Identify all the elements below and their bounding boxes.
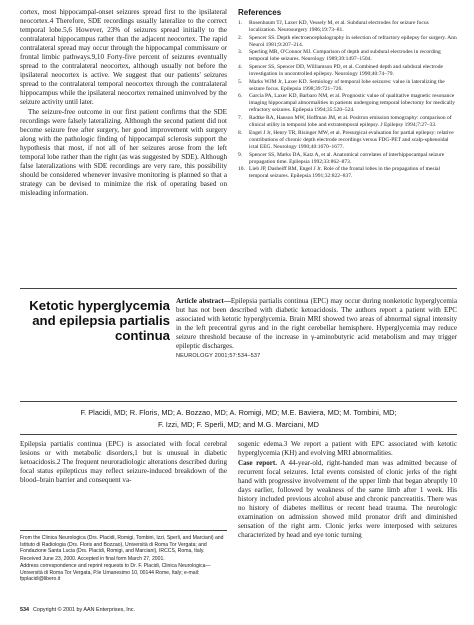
reference-number: 6. <box>238 93 243 100</box>
article-top-rule <box>20 288 457 289</box>
reference-text: Rosenbaum TJ, Laxer KD, Vessely M, et al. Subdural electrodes for seizure focus localization. Neurosurgery 1986;19:73–81. <box>249 20 429 33</box>
reference-text: Spencer SS, Spencer DD, Williamson PD, et al. Combined depth and subdural electrode investigation in uncontrolled epilepsy. Neurology 1990;40:74–79. <box>249 64 443 78</box>
received-footnote: Received June 23, 2000. Accepted in final form March 27, 2001. <box>20 555 165 562</box>
author-line: F. Placidi, MD; R. Floris, MD; A. Bozzao, MD; A. Romigi, MD; M.E. Baviera, MD; M. Tombini, MD; <box>80 408 397 417</box>
reference-number: 5. <box>238 78 243 85</box>
footnotes <box>20 535 227 583</box>
page-number: 534 <box>20 607 29 613</box>
references-heading: References <box>238 8 282 17</box>
reference-text: Garcia PA, Laxer KD, Barbaro NM, et al. Prognostic value of qualitative magnetic resonance imaging hippocampal abnormalities in patients undergoing temporal lobectomy for medically refractory seizures. Epilepsia 1994;35:520–524. <box>249 93 455 114</box>
article-title <box>20 298 170 344</box>
reference-text: Sperling MR, O'Connor MJ. Comparison of depth and subdural electrodes in recording temporal lobe seizures. Neurology 1989;39:1497–1504. <box>249 49 441 63</box>
reference-number: 8. <box>238 129 243 136</box>
case-report-paragraph <box>238 459 457 540</box>
right-column-text <box>238 440 457 540</box>
reference-text: Spencer SS. Depth electroencephalography in selection of refractory epilepsy for surgery. Ann Neurol 1981;9:207–214. <box>249 34 457 48</box>
reference-number: 9. <box>238 151 243 158</box>
reference-item <box>238 130 457 151</box>
previous-paragraph-1: cortex, most hippocampal-onset seizures spread first to the ipsilateral neocortex.4 Therefore, SDE recordings usually lateralize to the correct temporal lobe.5,6 However, 23% of seizures spread initially to the contralateral hippocampus rather than the adjacent neocortex. The rapid contralateral spread may occur through the hippocampal commissure or frontal limbic pathways.9,10 Forty-five percent of seizures eventually spread to the contralateral neocortex, although usually not before the ipsilateral neocortex is active. We suggest that our patients' seizures spread to the contralateral temporal neocortex through the contralateral hippocampus while the ipsilateral neocortex remained uninvolved by the seizure activity until later. <box>20 8 227 107</box>
case-report-label: Case report. <box>238 458 278 467</box>
reference-text: Lieb JP, Dasheiff RM, Engel J Jr. Role of the frontal lobes in the propagation of mesial temporal seizures. Epilepsia 1991;32:822–837. <box>249 166 440 180</box>
author-line: F. Izzi, MD; F. Sperli, MD; and M.G. Marciani, MD <box>158 419 319 429</box>
title-line: Ketotic hyperglycemia <box>29 298 170 313</box>
reference-item <box>238 35 457 49</box>
previous-article-text <box>20 8 227 198</box>
previous-paragraph-2: The seizure-free outcome in our first patient confirms that the SDE recordings were falsely lateralizing. Although the second patient did not become seizure free after surgery, her good improvement with surgery along with the pathologic finding of hippocampal sclerosis support the hypothesis that most, if not all of her seizures arose from the left temporal lobe rather than the right (as was suggested by SDE). Although false lateralizations with SDE recordings are very rare, this possibility should be considered whenever invasive monitoring is planned so that a strategy can be devised to minimize the risk of operating based on misleading information. <box>20 107 227 197</box>
introduction-text: Epilepsia partialis continua (EPC) is associated with focal cerebral lesions or with metabolic disorders,1 but is unusual in diabetic ketoacidosis.2 The frequent neuroradiologic alterations described during focal status epilepticus may reflect seizure-induced breakdown of the blood–brain barrier and consequent va- <box>20 440 227 485</box>
reference-item <box>238 152 457 166</box>
reference-number: 3. <box>238 49 243 56</box>
journal-citation: NEUROLOGY 2001;57:534–537 <box>176 353 261 360</box>
reference-item <box>238 93 457 114</box>
abstract-text: Epilepsia partialis continua (EPC) may occur during nonketotic hyperglycemia but has not been described with diabetic ketoacidosis. The authors report a patient with EPC associated with ketotic hyperglycemia. Brain MRI showed two areas of abnormal signal intensity in the left precentral gyrus and in the right cerebellar hemisphere. Hyperglycemia may reduce seizure threshold because of the increase in γ-aminobutyric acid metabolism and may trigger epileptic discharges. <box>176 297 457 351</box>
reference-item <box>238 166 457 180</box>
case-report-text: A 44-year-old, right-handed man was admitted because of recurrent focal seizures. Ictal events consisted of clonic jerks of the right hand with progressive involvement of the upper limb that began abruptly 10 days earlier, followed by weakness of the same limb after 1 week. His history included previous alcohol abuse and chronic pancreatitis. There was no history of diabetes mellitus or recent head trauma. The neurologic examination on admission showed mild pronator drift and diminished sensation of the right arm. Clonic jerks were interposed with seizures characterized by head and eye tonic turning <box>238 458 457 539</box>
reference-item <box>238 79 457 93</box>
reference-number: 1. <box>238 20 243 26</box>
authors-bottom-rule <box>20 434 457 435</box>
reference-number: 2. <box>238 34 243 41</box>
title-line: and epilepsia partialis <box>32 313 170 329</box>
reference-number: 10. <box>238 166 245 173</box>
reference-text: Spencer SS, Marks DA, Katz A, et al. Anatomical correlates of interhippocampal seizure propagation time. Epilepsia 1992;33:862–873. <box>249 151 445 165</box>
copyright-notice: Copyright © 2001 by AAN Enterprises, Inc. <box>33 607 135 613</box>
reference-text: Engel J Jr, Henry TR, Risinger MW, et al. Presurgical evaluation for partial epilepsy: relative contributions of chronic depth electrode recordings versus FDG-PET and scalp-sphenoidal ictal EEG. Neurology 1990;40:1670–1677. <box>249 129 454 150</box>
reference-item <box>238 115 457 129</box>
reference-number: 4. <box>238 64 243 71</box>
reference-text: Radtke RA, Hanson MW, Hoffman JM, et al. Positron emission tomography: comparison of clinical utility in temporal lobe and extratemporal epilepsy. J Epilepsy 1994;7:27–33. <box>249 115 452 129</box>
references-list <box>238 20 457 180</box>
reference-text: Marks WJM Jr, Laxer KD. Semiology of temporal lobe seizures: value in lateralizing the seizure focus. Epilepsia 1998;39:721–726. <box>249 78 445 92</box>
references-section <box>238 8 457 181</box>
authors-top-rule <box>20 401 457 402</box>
introduction-continued: sogenic edema.3 We report a patient with EPC associated with ketotic hyperglycemia (KH) and evolving MRI abnormalities. <box>238 440 457 458</box>
reference-item <box>238 20 457 34</box>
reference-number: 7. <box>238 115 243 122</box>
reference-item <box>238 64 457 78</box>
abstract-label: Article abstract— <box>176 297 231 305</box>
reference-item <box>238 49 457 63</box>
footnote-rule <box>20 530 227 531</box>
author-list <box>20 407 457 430</box>
title-line: continua <box>115 328 170 344</box>
affiliation-footnote: From the Clinica Neurologica (Drs. Placidi, Romigi, Tombini, Izzi, Sperli, and Marciani) and Istituto di Radiologia (Drs. Floris and Bozzao), Università di Roma Tor Vergata; and Fondazione Santa Lucia (Drs. Placidi, Romigi, and Marciani), IRCCS, Roma, Italy. <box>20 535 224 555</box>
page-footer <box>20 607 227 613</box>
article-abstract <box>176 297 457 361</box>
correspondence-footnote: Address correspondence and reprint requests to Dr. F. Placidi, Clinica Neurologica—Università di Roma Tor Vergata, P.le Umanesimo 10, 00144 Rome, Italy; e-mail: fpplacidi@libero.it <box>20 563 211 583</box>
